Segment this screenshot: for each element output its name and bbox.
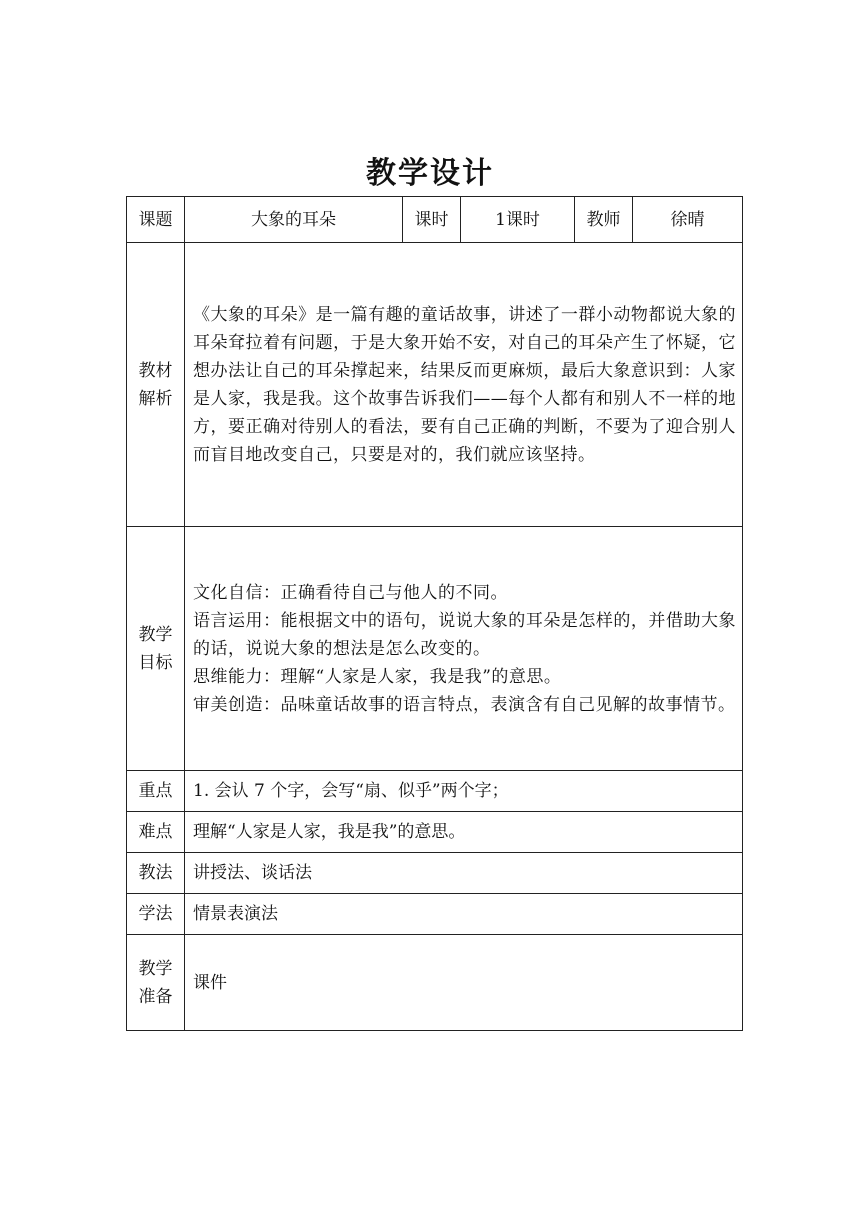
preparation-row: [127, 935, 743, 1031]
teaching-method-row: [127, 853, 743, 894]
period-value: 1课时: [461, 197, 575, 243]
teaching-method-label: 教法: [127, 853, 185, 894]
goal-item: 思维能力：理解“人家是人家，我是我”的意思。: [193, 666, 562, 687]
goals-row: [127, 527, 743, 771]
learning-method-row: [127, 894, 743, 935]
difficulty-text: 理解“人家是人家，我是我”的意思。: [185, 812, 743, 853]
preparation-label: 教学准备: [127, 935, 185, 1031]
period-label: 课时: [403, 197, 461, 243]
key-point-label: 重点: [127, 771, 185, 812]
analysis-text: 《大象的耳朵》是一篇有趣的童话故事，讲述了一群小动物都说大象的耳朵耷拉着有问题，于是大象开始不安，对自己的耳朵产生了怀疑，它想办法让自己的耳朵撑起来，结果反而更麻烦，最后大象意识到：人家是人家，我是我。这个故事告诉我们——每个人都有和别人不一样的地方，要正确对待别人的看法，要有自己正确的判断，不要为了迎合别人而盲目地改变自己，只要是对的，我们就应该坚持。: [185, 243, 743, 527]
difficulty-row: [127, 812, 743, 853]
topic-value: 大象的耳朵: [185, 197, 403, 243]
analysis-label: 教材解析: [127, 243, 185, 527]
goal-item: 语言运用：能根据文中的语句，说说大象的耳朵是怎样的，并借助大象的话，说说大象的想法是怎么改变的。: [193, 610, 736, 659]
learning-method-label: 学法: [127, 894, 185, 935]
goal-item: 审美创造：品味童话故事的语言特点，表演含有自己见解的故事情节。: [193, 694, 736, 715]
topic-row: [127, 197, 743, 243]
teacher-label: 教师: [575, 197, 633, 243]
goals-list: [185, 527, 743, 771]
key-point-text: 1. 会认 7 个字，会写“扇、似乎”两个字；: [185, 771, 743, 812]
lesson-plan-table: [126, 196, 743, 1031]
page-title: 教学设计: [366, 156, 494, 191]
difficulty-label: 难点: [127, 812, 185, 853]
goals-label: 教学目标: [127, 527, 185, 771]
analysis-row: [127, 243, 743, 527]
teaching-method-text: 讲授法、谈话法: [185, 853, 743, 894]
topic-label: 课题: [127, 197, 185, 243]
teacher-value: 徐晴: [633, 197, 743, 243]
key-point-row: [127, 771, 743, 812]
preparation-text: 课件: [185, 935, 743, 1031]
learning-method-text: 情景表演法: [185, 894, 743, 935]
goal-item: 文化自信：正确看待自己与他人的不同。: [193, 582, 508, 603]
